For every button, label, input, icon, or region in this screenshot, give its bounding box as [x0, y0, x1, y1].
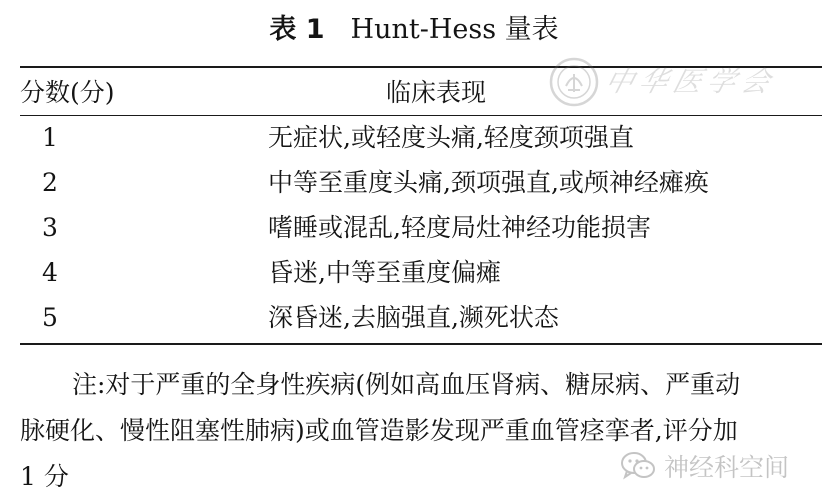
row-description: 中等至重度头痛,颈项强直,或颅神经瘫痪: [268, 168, 709, 197]
table-header-rule: [20, 115, 822, 116]
journal-watermark: 中华医学会: [601, 65, 780, 98]
row-description: 深昏迷,去脑强直,濒死状态: [268, 303, 559, 332]
table-bottom-rule: [20, 343, 822, 345]
row-score: 1: [42, 123, 58, 152]
row-description: 昏迷,中等至重度偏瘫: [268, 258, 501, 287]
table-title: [0, 10, 828, 50]
header-clinical: 临床表现: [386, 78, 487, 107]
wechat-icon: [620, 451, 656, 481]
row-description: 嗜睡或混乱,轻度局灶神经功能损害: [268, 213, 651, 242]
row-score: 4: [42, 258, 58, 287]
journal-seal-icon: [548, 56, 600, 108]
header-score: 分数(分): [20, 78, 115, 107]
row-score: 5: [42, 303, 58, 332]
row-score: 3: [42, 213, 58, 242]
account-name: 神经科空间: [664, 453, 790, 482]
row-description: 无症状,或轻度头痛,轻度颈项强直: [268, 123, 634, 152]
row-score: 2: [42, 168, 58, 197]
table-number: 表 1: [269, 14, 325, 45]
note-line: 1 分: [20, 462, 69, 491]
table-name: Hunt-Hess 量表: [350, 14, 559, 45]
note-line: 注:对于严重的全身性疾病(例如高血压肾病、糖尿病、严重动: [72, 370, 741, 399]
note-line: 脉硬化、慢性阻塞性肺病)或血管造影发现严重血管痉挛者,评分加: [20, 416, 738, 445]
account-watermark: [620, 448, 789, 484]
